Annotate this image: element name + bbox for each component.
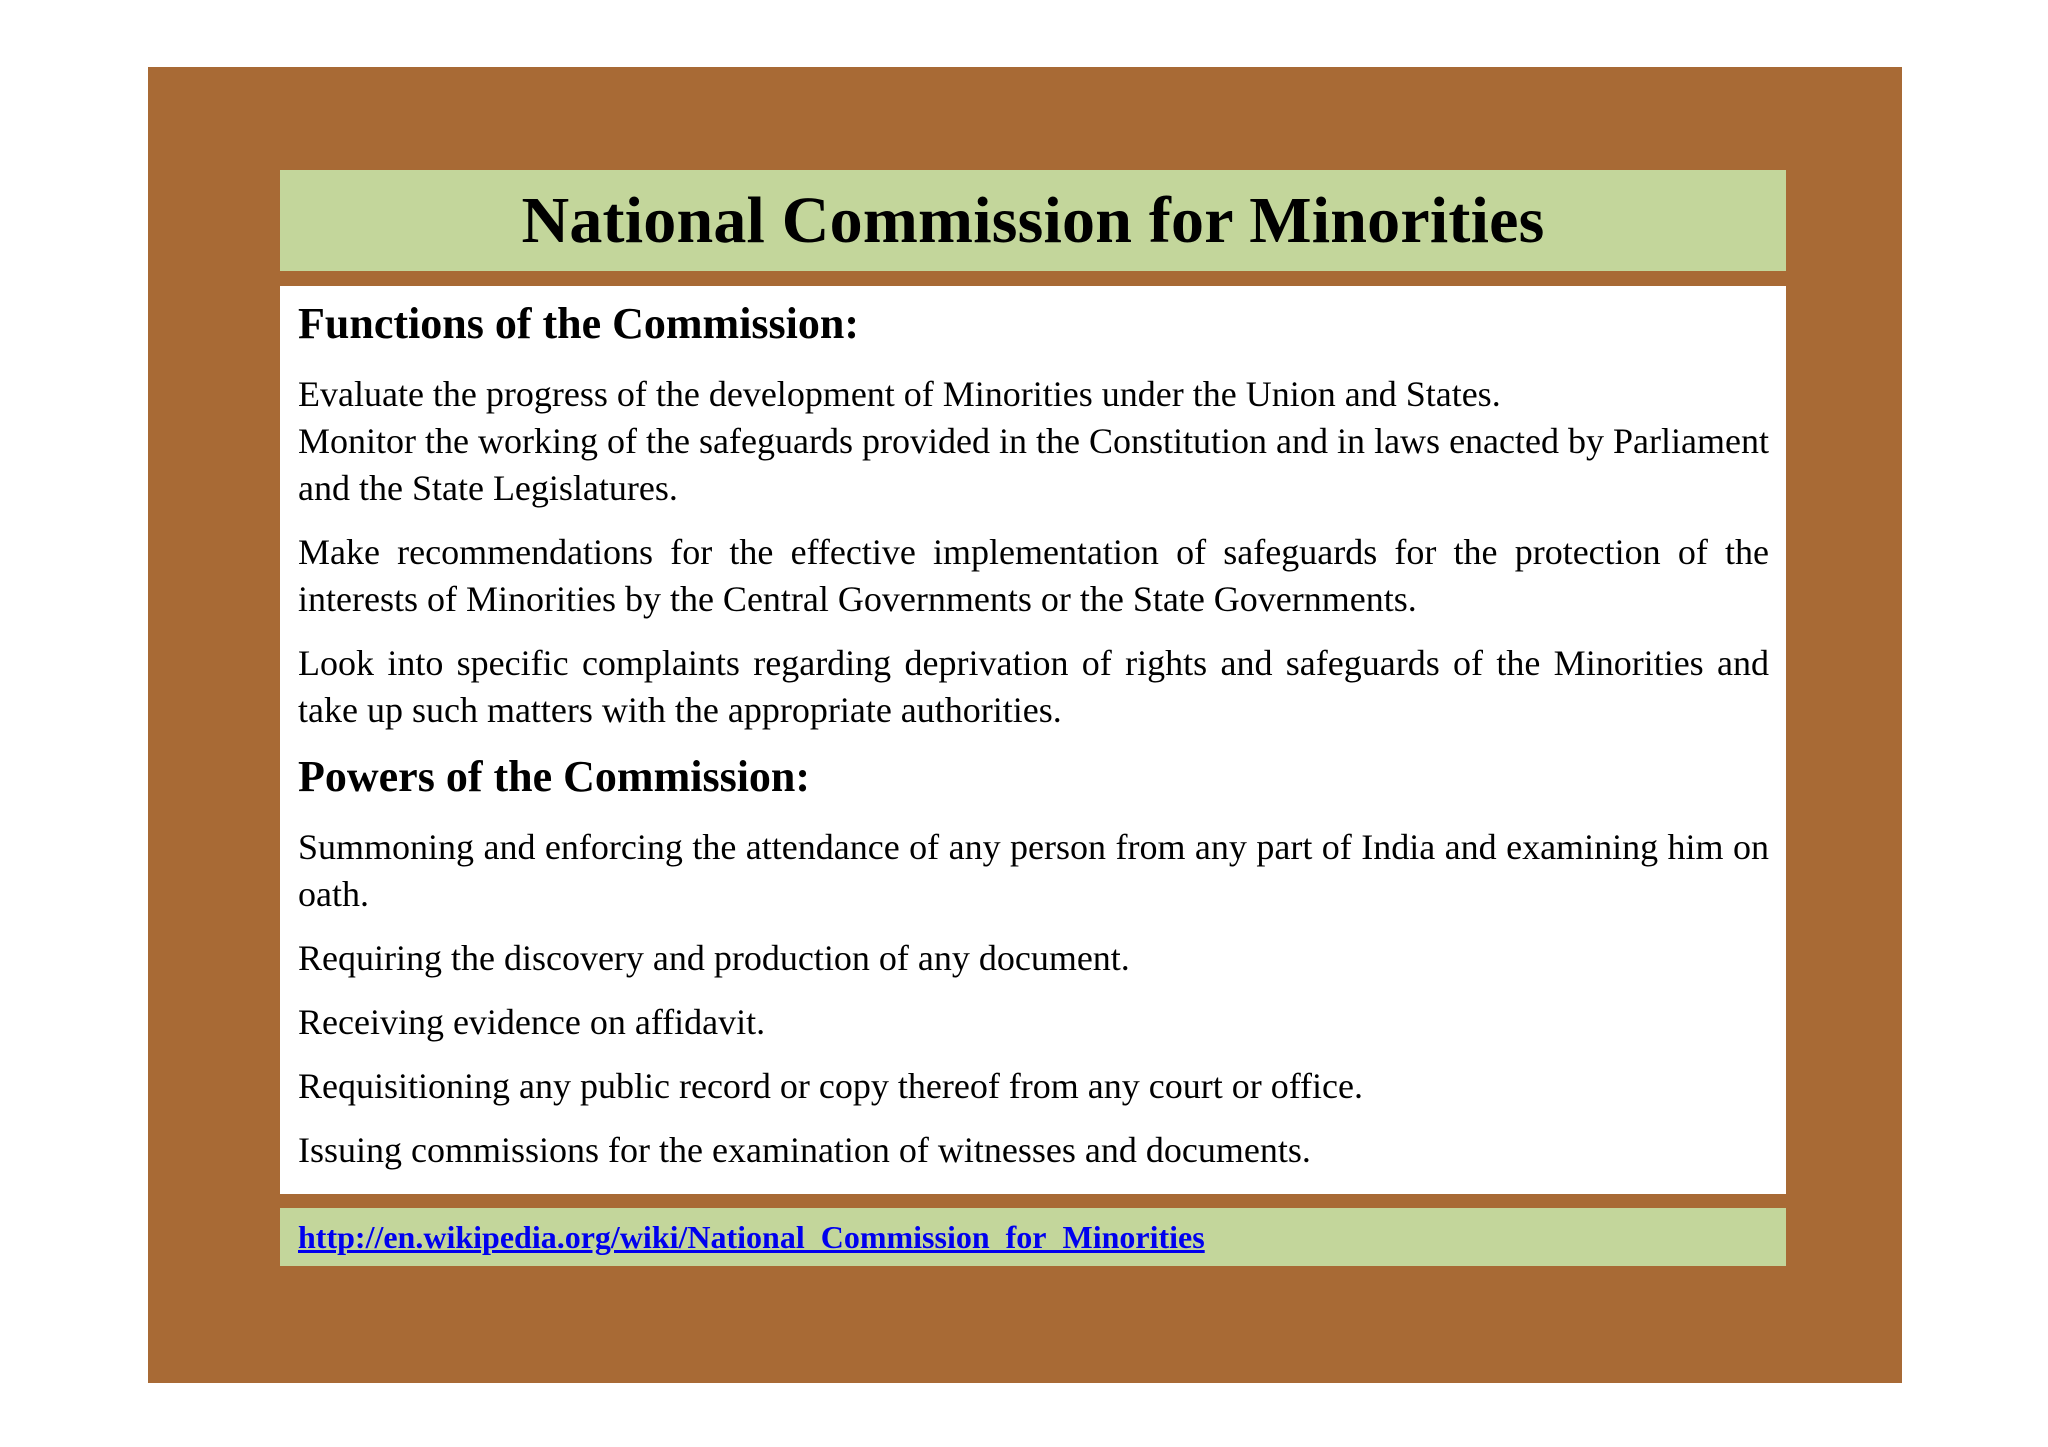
function-item: Monitor the working of the safeguards provided in the Constitution and in laws enacted by Parliament and the State Legislatures. (298, 421, 1769, 508)
source-bar (280, 1208, 1786, 1266)
function-item: Evaluate the progress of the development of Minorities under the Union and States. (298, 374, 1501, 414)
power-item: Summoning and enforcing the attendance of any person from any part of India and examining him on oath. (298, 827, 1769, 914)
title-bar (280, 170, 1786, 271)
power-item: Requiring the discovery and production of any document. (298, 938, 1130, 978)
power-item: Issuing commissions for the examination of witnesses and documents. (298, 1130, 1311, 1170)
slide-title: National Commission for Minorities (521, 183, 1545, 257)
source-link[interactable]: http://en.wikipedia.org/wiki/National_Commission_for_Minorities (298, 1218, 1205, 1255)
slide-frame (148, 67, 1902, 1383)
power-item: Receiving evidence on affidavit. (298, 1002, 766, 1042)
function-item: Make recommendations for the effective implementation of safeguards for the protection of the interests of Minorities by the Central Governments or the State Governments. (298, 532, 1769, 619)
power-item: Requisitioning any public record or copy thereof from any court or office. (298, 1066, 1364, 1106)
function-item: Look into specific complaints regarding deprivation of rights and safeguards of the Minorities and take up such matters with the appropriate authorities. (298, 643, 1769, 730)
functions-heading: Functions of the Commission: (298, 299, 860, 348)
content-panel (280, 286, 1786, 1194)
powers-heading: Powers of the Commission: (298, 752, 811, 801)
